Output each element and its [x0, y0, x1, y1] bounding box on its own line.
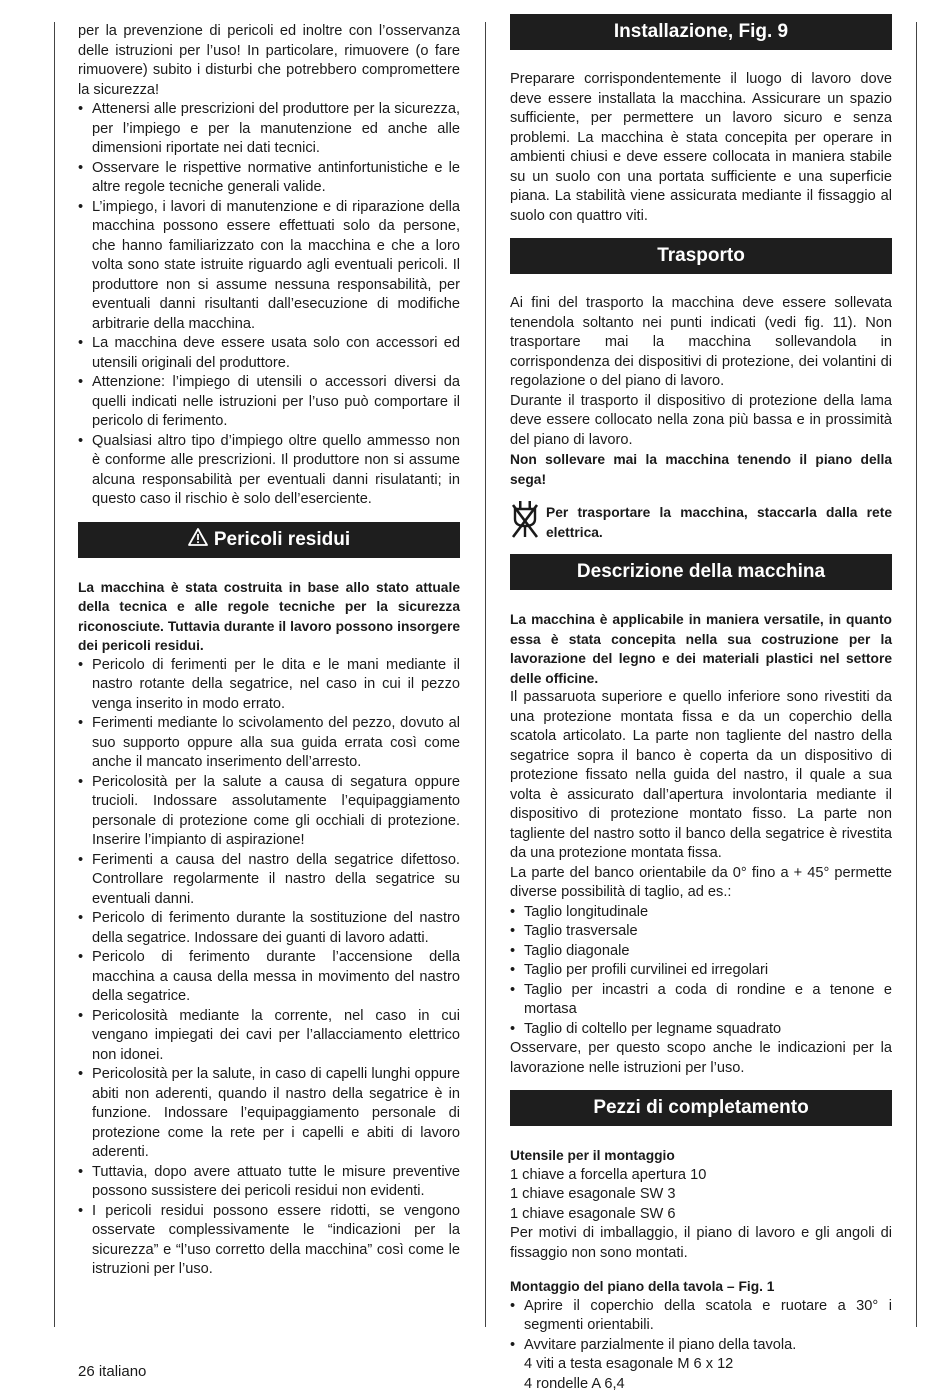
mount-steps-list [510, 1297, 892, 1356]
list-item: • Pericolosità per la salute, in caso di capelli lunghi oppure abiti non aderenti, quando il nastro della segatrice è in funzione. Indossare l’equipaggiamento personale di protezione come la rete per i capelli e abiti di lavoro aderenti. [78, 1065, 460, 1163]
mount-detail-line: 4 rondelle A 6,4 [510, 1375, 892, 1394]
description-heading: Descrizione della macchina [510, 554, 892, 590]
transport-text: Ai fini del trasporto la macchina deve essere sollevata tenendola soltanto nei punti indicati (vedi fig. 11). Non trasportare mai la macchina sollevandola in corrispondenza dei dispositivi di protezione, dei volantini di regolazione o del piano di lavoro. [510, 294, 892, 392]
list-item: • Taglio per incastri a coda di rondine e a tenone e mortasa [510, 981, 892, 1020]
installation-heading: Installazione, Fig. 9 [510, 14, 892, 50]
list-item: • I pericoli residui possono essere ridotti, se vengono osservate complessivamente le “indicazioni per la sicurezza” e “l’uso corretto della macchina” così come le istruzioni per l’uso. [78, 1202, 460, 1280]
list-item: • L’impiego, i lavori di manutenzione e di riparazione della macchina possono essere effettuati solo da persone, che hanno familiarizzato con la macchina e che a loro volta sono state istruite riguardo agli eventuali pericoli. Il produttore non si assume nessuna responsabilità, per eventuali danni risultanti dall’esecuzione di modifiche arbitrarie della macchina. [78, 198, 460, 335]
description-intro: La macchina è applicabile in maniera versatile, in quanto essa è stata concepita nella sua costruzione per la lavorazione del legno e dei materiali plastici nel settore delle officine. [510, 610, 892, 688]
list-item: • Pericolosità mediante la corrente, nel caso in cui vengano impiegati dei cavi per l’allacciamento elettrico non idonei. [78, 1007, 460, 1066]
transport-heading: Trasporto [510, 238, 892, 274]
tool-line: 1 chiave a forcella apertura 10 [510, 1166, 892, 1186]
spacer [510, 1263, 892, 1277]
list-item: • Taglio per profili curvilinei ed irregolari [510, 961, 892, 981]
right-column [510, 22, 892, 1394]
list-item: • Pericolosità per la salute a causa di segatura oppure trucioli. Indossare assolutamente l’equipaggiamento personale di protezione come gli occhiali di protezione. Inserire l’impianto di aspirazione! [78, 773, 460, 851]
mount-detail-line: 4 viti a testa esagonale M 6 x 12 [510, 1355, 892, 1375]
residual-dangers-heading [78, 522, 460, 558]
mount-title: Montaggio del piano della tavola – Fig. 1 [510, 1277, 892, 1297]
unplug-icon [510, 499, 540, 539]
description-text: Il passaruota superiore e quello inferiore sono rivestiti da una protezione montata fissa e da un coperchio della scatola articolato. La parte non tagliente del nastro della segatrice sopra il banco è coperta da un dispositivo di protezione fissato nella guida del nastro, il quale a sua volta è assicurato dall’apertura involontaria mediante il dispositivo di protezione montato fisso. La parte non tagliente del nastro sotto il banco della segatrice è rivestita da una protezione montata fissa. [510, 688, 892, 864]
list-item: • Taglio di coltello per legname squadrato [510, 1020, 892, 1040]
list-item: • Pericolo di ferimenti per le dita e le mani mediante il nastro rotante della segatrice, nel caso in cui il pezzo venga inserito in modo errato. [78, 656, 460, 715]
tools-title: Utensile per il montaggio [510, 1146, 892, 1166]
list-item: • Tuttavia, dopo avere attuato tutte le misure preventive possono sussistere dei pericoli residui non evidenti. [78, 1163, 460, 1202]
unplug-notice-text: Per trasportare la macchina, staccarla dalla rete elettrica. [546, 503, 892, 542]
list-item: • Qualsiasi altro tipo d’impiego oltre quello ammesso non è conforme alle prescrizioni. Il produttore non si assume alcuna responsabilità per eventuali danni risulatanti; in questo caso il rischio è solo dell’eserciente. [78, 432, 460, 510]
list-item: • Taglio longitudinale [510, 903, 892, 923]
transport-text: Durante il trasporto il dispositivo di protezione della lama deve essere collocato nella zona più bassa e in prossimità del piano di lavoro. [510, 392, 892, 451]
list-item: • Aprire il coperchio della scatola e ruotare a 30° i segmenti orientabili. [510, 1297, 892, 1336]
transport-warning: Non sollevare mai la macchina tenendo il piano della sega! [510, 450, 892, 489]
list-item: • Pericolo di ferimento durante la sostituzione del nastro della segatrice. Indossare dei guanti di lavoro adatti. [78, 909, 460, 948]
list-item: • Taglio diagonale [510, 942, 892, 962]
warning-triangle-icon [188, 528, 208, 546]
left-column-rule [54, 22, 55, 1327]
residual-bullet-list [78, 656, 460, 1280]
page-footer: 26 italiano [78, 1363, 146, 1380]
list-item: • Ferimenti a causa del nastro della segatrice difettoso. Controllare regolarmente il nastro della segatrice su eventuali danni. [78, 851, 460, 910]
list-item: • Attenersi alle prescrizioni del produttore per la sicurezza, per l’impiego e per la manutenzione ed anche alle dimensioni riportate nei dati tecnici. [78, 100, 460, 159]
list-item: • Osservare le rispettive normative antinfortunistiche e le altre regole tecniche generali valide. [78, 159, 460, 198]
residual-intro: La macchina è stata costruita in base allo stato attuale della tecnica e alle regole tecniche per la sicurezza riconosciute. Tuttavia durante il lavoro possono insorgere dei pericoli residui. [78, 578, 460, 656]
intro-paragraph: per la prevenzione di pericoli ed inoltre con l’osservanza delle istruzioni per l’uso! In particolare, rimuovere (o fare rimuovere) subito i disturbi che potrebbero compromettere la sicurezza! [78, 22, 460, 100]
list-item: • La macchina deve essere usata solo con accessori ed utensili originali del produttore. [78, 334, 460, 373]
tool-line: 1 chiave esagonale SW 3 [510, 1185, 892, 1205]
list-item: • Taglio trasversale [510, 922, 892, 942]
parts-heading: Pezzi di completamento [510, 1090, 892, 1126]
list-item: • Pericolo di ferimento durante l’accensione della macchina a causa della messa in movimento del nastro della segatrice. [78, 948, 460, 1007]
right-column-rule [916, 22, 917, 1327]
description-text: Osservare, per questo scopo anche le indicazioni per la lavorazione nelle istruzioni per l’uso. [510, 1039, 892, 1078]
description-text: La parte del banco orientabile da 0° fino a + 45° permette diverse possibilità di taglio, ad es.: [510, 864, 892, 903]
center-column-rule [485, 22, 486, 1327]
residual-dangers-heading-label: Pericoli residui [214, 529, 350, 550]
left-column [78, 22, 460, 1280]
cut-types-list [510, 903, 892, 1040]
list-item: • Attenzione: l’impiego di utensili o accessori diversi da quelli indicati nelle istruzioni per l’uso può comportare il pericolo di ferimento. [78, 373, 460, 432]
safety-bullet-list [78, 100, 460, 510]
tool-line: 1 chiave esagonale SW 6 [510, 1205, 892, 1225]
tools-note: Per motivi di imballaggio, il piano di lavoro e gli angoli di fissaggio non sono montati. [510, 1224, 892, 1263]
unplug-notice [510, 503, 892, 542]
list-item: • Avvitare parzialmente il piano della tavola. [510, 1336, 892, 1356]
installation-text: Preparare corrispondentemente il luogo di lavoro dove deve essere installata la macchina. Assicurare un spazio sufficiente, per permettere un lavoro sicuro e senza problemi. La macchina è stata concepita per operare in ambienti chiusi e deve essere collocata in maniera stabile su un suolo con una portata sufficiente e una superficie piana. La stabilità viene assicurata mediante il fissaggio al suolo con quattro viti. [510, 70, 892, 226]
list-item: • Ferimenti mediante lo scivolamento del pezzo, dovuto al suo supporto oppure alla sua guida errata così come anche il mancato inserimento dell’arresto. [78, 714, 460, 773]
